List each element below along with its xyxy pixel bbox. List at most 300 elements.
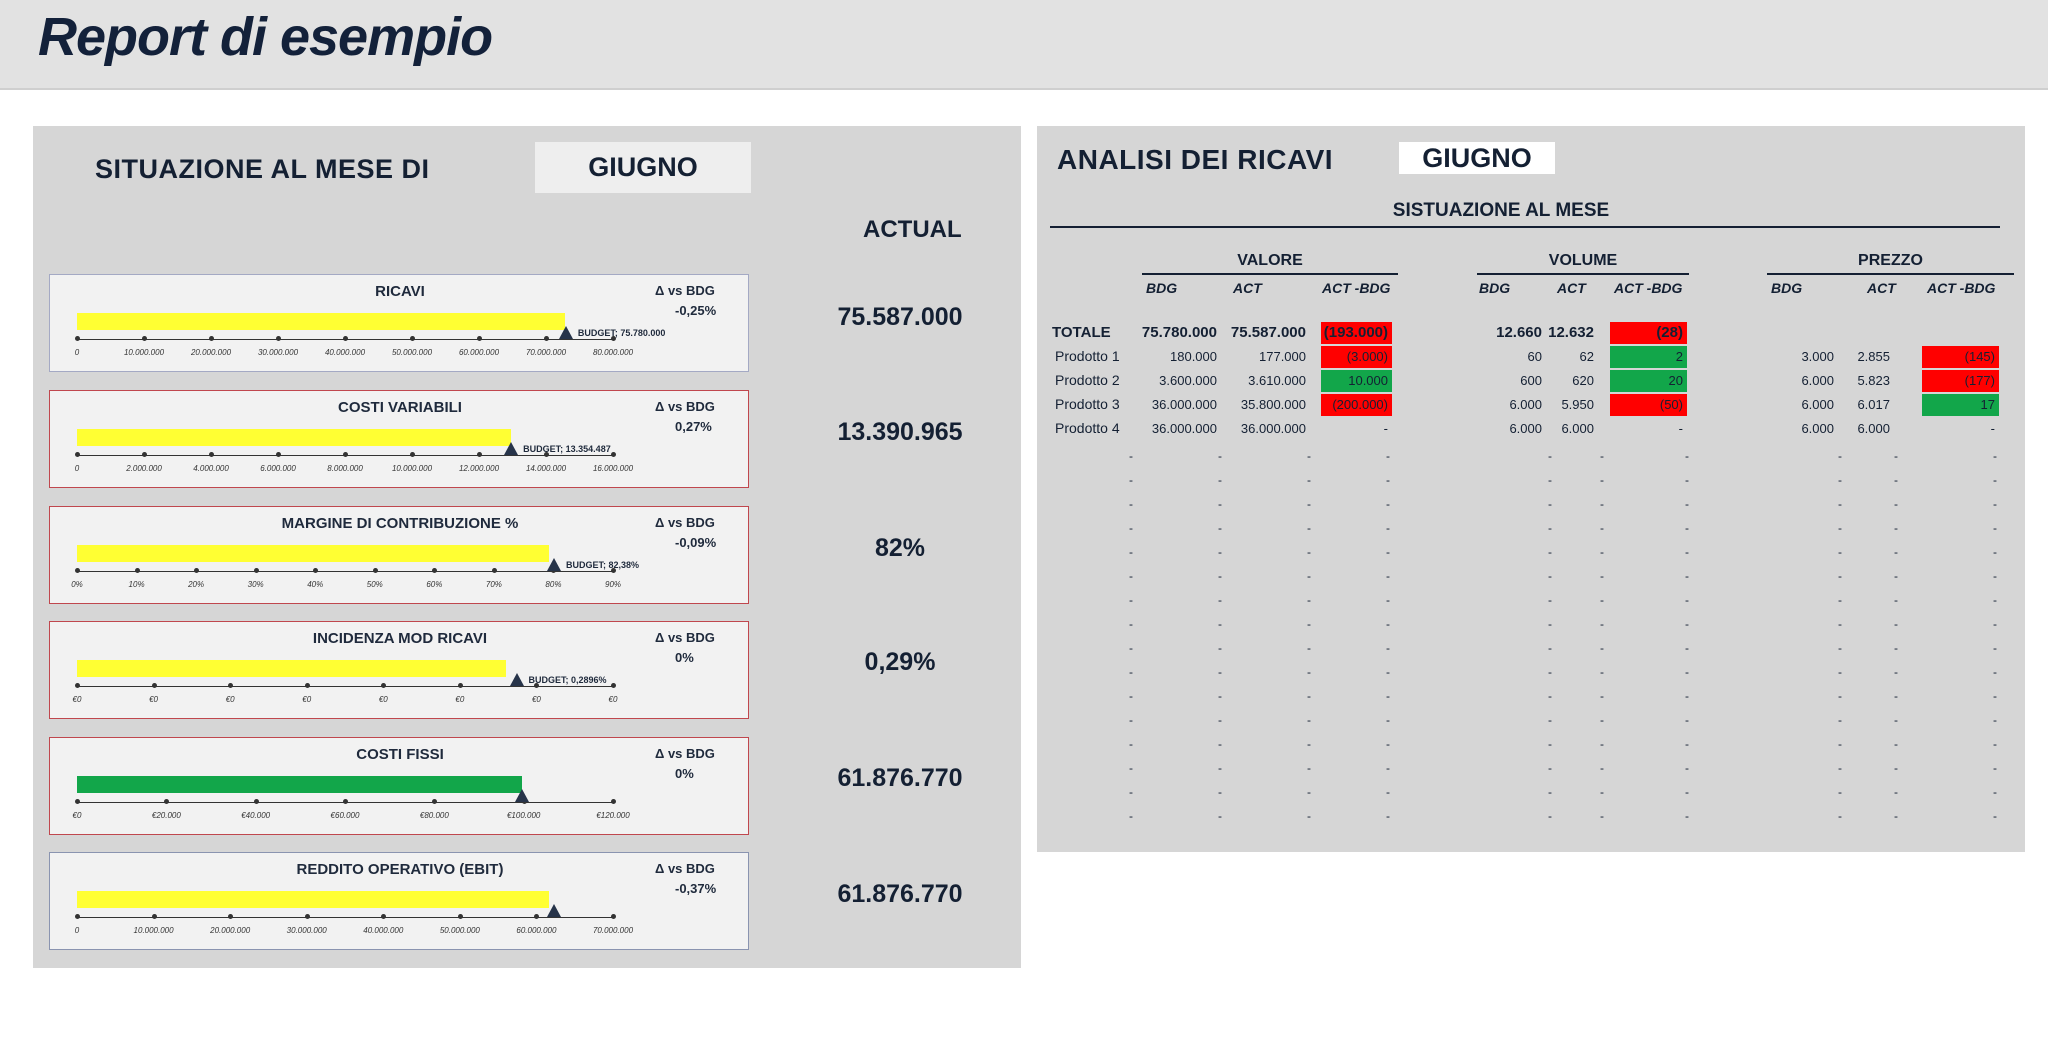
empty-cell: - <box>1993 521 1997 535</box>
tick-label: 12.000.000 <box>458 464 500 473</box>
tick-dot <box>458 683 463 688</box>
tick-label: €80.000 <box>419 811 449 820</box>
kpi-title: COSTI FISSI <box>356 746 444 763</box>
column-header: ACT <box>1867 280 1896 296</box>
group-underline <box>1477 273 1689 275</box>
situazione-label: SITUAZIONE AL MESE DI <box>95 154 430 184</box>
empty-cell: - <box>1218 617 1222 631</box>
budget-marker-icon <box>547 904 561 917</box>
analisi-subtitle: SISTUAZIONE AL MESE <box>1392 200 1610 221</box>
empty-cell: - <box>1894 761 1898 775</box>
empty-cell: - <box>1129 497 1133 511</box>
budget-marker-icon <box>547 558 561 571</box>
empty-cell: - <box>1894 521 1898 535</box>
empty-cell: - <box>1218 665 1222 679</box>
empty-cell: - <box>1307 521 1311 535</box>
empty-cell: - <box>1129 593 1133 607</box>
column-header: ACT -BDG <box>1322 280 1391 296</box>
empty-cell: - <box>1600 521 1604 535</box>
tick-dot <box>381 914 386 919</box>
tick-dot <box>343 799 348 804</box>
tick-label: €120.000 <box>596 811 630 820</box>
tick-dot <box>611 452 616 457</box>
empty-cell: - <box>1685 713 1689 727</box>
tick-label: €100.000 <box>506 811 541 820</box>
table-cell: 600 <box>1520 373 1542 388</box>
table-cell: 36.000.000 <box>1151 397 1217 412</box>
tick-dot <box>135 568 140 573</box>
empty-cell: - <box>1307 617 1311 631</box>
table-cell: 6.000 <box>1801 397 1834 412</box>
empty-cell: - <box>1993 761 1997 775</box>
empty-cell: - <box>1685 521 1689 535</box>
row-label: Prodotto 3 <box>1055 396 1120 412</box>
tick-dot <box>544 336 549 341</box>
row-label: TOTALE <box>1052 324 1111 341</box>
empty-cell: - <box>1307 761 1311 775</box>
tick-label: €0 <box>225 695 235 704</box>
empty-cell: - <box>1838 473 1842 487</box>
tick-label: 10.000.000 <box>391 464 433 473</box>
empty-cell: - <box>1307 737 1311 751</box>
tick-dot <box>373 568 378 573</box>
tick-label: €0 <box>608 695 618 704</box>
tick-label: €0 <box>72 811 82 820</box>
empty-cell: - <box>1386 641 1390 655</box>
table-cell: 62 <box>1579 349 1594 364</box>
table-cell: (193.000) <box>1321 322 1392 344</box>
tick-dot <box>152 914 157 919</box>
column-header: ACT <box>1557 280 1586 296</box>
empty-cell: - <box>1685 785 1689 799</box>
empty-cell: - <box>1600 713 1604 727</box>
empty-cell: - <box>1600 545 1604 559</box>
empty-cell: - <box>1600 641 1604 655</box>
empty-cell: - <box>1129 473 1133 487</box>
empty-cell: - <box>1548 497 1552 511</box>
axis-line <box>77 917 613 918</box>
empty-cell: - <box>1600 593 1604 607</box>
empty-cell: - <box>1894 617 1898 631</box>
empty-cell: - <box>1218 593 1222 607</box>
empty-cell: - <box>1600 569 1604 583</box>
empty-cell: - <box>1129 689 1133 703</box>
tick-dot <box>75 683 80 688</box>
empty-cell: - <box>1218 713 1222 727</box>
empty-cell: - <box>1685 473 1689 487</box>
empty-cell: - <box>1129 521 1133 535</box>
group-underline <box>1142 273 1398 275</box>
column-header: BDG <box>1771 280 1803 296</box>
tick-dot <box>381 683 386 688</box>
tick-label: 60.000.000 <box>458 348 500 357</box>
empty-cell: - <box>1307 473 1311 487</box>
tick-dot <box>410 336 415 341</box>
report-title: Report di esempio <box>38 7 493 67</box>
empty-cell: - <box>1894 497 1898 511</box>
empty-cell: - <box>1838 449 1842 463</box>
tick-label: 90% <box>604 580 622 589</box>
tick-label: 70.000.000 <box>525 348 567 357</box>
empty-cell: - <box>1894 689 1898 703</box>
delta-vs-bdg-label: Δ vs BDG <box>655 746 715 761</box>
empty-cell: - <box>1307 449 1311 463</box>
empty-cell: - <box>1993 785 1997 799</box>
tick-label: 0% <box>71 580 83 589</box>
empty-cell: - <box>1894 641 1898 655</box>
table-cell: 3.610.000 <box>1248 373 1306 388</box>
actual-bar <box>77 891 549 908</box>
table-cell: (28) <box>1610 322 1687 344</box>
table-cell: 5.823 <box>1857 373 1890 388</box>
report-header <box>0 0 2048 90</box>
empty-cell: - <box>1685 689 1689 703</box>
empty-cell: - <box>1894 713 1898 727</box>
tick-label: 40.000.000 <box>324 348 366 357</box>
empty-cell: - <box>1307 593 1311 607</box>
group-title-valore: VALORE <box>1237 252 1303 269</box>
empty-cell: - <box>1548 809 1552 823</box>
budget-marker-icon <box>510 673 524 686</box>
empty-cell: - <box>1894 449 1898 463</box>
empty-cell: - <box>1386 545 1390 559</box>
table-cell: 35.800.000 <box>1240 397 1306 412</box>
empty-cell: - <box>1218 569 1222 583</box>
column-header: ACT -BDG <box>1927 280 1996 296</box>
table-cell: (200.000) <box>1321 394 1392 416</box>
kpi-card <box>49 506 749 604</box>
situazione-panel <box>33 126 1021 968</box>
actual-header: ACTUAL <box>863 216 962 243</box>
empty-cell: - <box>1386 761 1390 775</box>
tick-dot <box>75 452 80 457</box>
table-cell: 17 <box>1922 394 1999 416</box>
empty-cell: - <box>1685 545 1689 559</box>
axis-line <box>77 686 613 687</box>
tick-dot <box>194 568 199 573</box>
empty-cell: - <box>1548 569 1552 583</box>
tick-label: 70.000.000 <box>592 926 634 935</box>
empty-cell: - <box>1894 737 1898 751</box>
empty-cell: - <box>1307 809 1311 823</box>
tick-dot <box>254 568 259 573</box>
empty-cell: - <box>1993 569 1997 583</box>
budget-marker-icon <box>515 789 529 802</box>
delta-vs-bdg-label: Δ vs BDG <box>655 861 715 876</box>
empty-cell: - <box>1307 785 1311 799</box>
table-cell: 36.000.000 <box>1240 421 1306 436</box>
tick-label: €0 <box>455 695 465 704</box>
empty-cell: - <box>1129 569 1133 583</box>
table-cell: 6.000 <box>1801 421 1834 436</box>
tick-label: €0 <box>302 695 312 704</box>
subtitle-divider <box>1050 226 2000 228</box>
tick-dot <box>75 568 80 573</box>
table-cell: 10.000 <box>1321 370 1392 392</box>
empty-cell: - <box>1218 785 1222 799</box>
tick-label: 30% <box>247 580 264 589</box>
kpi-card <box>49 852 749 950</box>
empty-cell: - <box>1685 593 1689 607</box>
table-cell: 6.017 <box>1857 397 1890 412</box>
empty-cell: - <box>1307 689 1311 703</box>
empty-cell: - <box>1600 809 1604 823</box>
tick-dot <box>276 452 281 457</box>
tick-dot <box>313 568 318 573</box>
empty-cell: - <box>1218 737 1222 751</box>
table-cell: 3.000 <box>1801 349 1834 364</box>
tick-dot <box>142 452 147 457</box>
empty-cell: - <box>1993 665 1997 679</box>
empty-cell: - <box>1218 641 1222 655</box>
actual-bar <box>77 776 522 793</box>
tick-dot <box>343 452 348 457</box>
budget-label: BUDGET; 0,2896% <box>528 675 607 685</box>
tick-dot <box>534 914 539 919</box>
empty-cell: - <box>1600 665 1604 679</box>
budget-label: BUDGET; 13.354.487 <box>523 444 611 454</box>
table-cell: 75.587.000 <box>1230 324 1306 341</box>
delta-value: 0% <box>675 766 694 781</box>
tick-dot <box>305 683 310 688</box>
tick-label: 4.000.000 <box>193 464 229 473</box>
empty-cell: - <box>1307 545 1311 559</box>
table-cell: 75.780.000 <box>1141 324 1217 341</box>
actual-bar <box>77 660 506 677</box>
empty-cell: - <box>1129 737 1133 751</box>
empty-cell: - <box>1600 449 1604 463</box>
kpi-title: MARGINE DI CONTRIBUZIONE % <box>281 515 519 532</box>
empty-cell: - <box>1894 569 1898 583</box>
column-header: ACT -BDG <box>1614 280 1683 296</box>
tick-dot <box>152 683 157 688</box>
tick-dot <box>254 799 259 804</box>
delta-value: 0,27% <box>675 419 712 434</box>
tick-label: 20% <box>188 580 205 589</box>
tick-label: €40.000 <box>241 811 271 820</box>
tick-label: €20.000 <box>151 811 181 820</box>
tick-label: €60.000 <box>330 811 360 820</box>
tick-label: 6.000.000 <box>260 464 296 473</box>
empty-cell: - <box>1993 449 1997 463</box>
delta-vs-bdg-label: Δ vs BDG <box>655 399 715 414</box>
empty-cell: - <box>1600 617 1604 631</box>
empty-cell: - <box>1685 569 1689 583</box>
tick-label: 0 <box>74 464 80 473</box>
tick-dot <box>75 914 80 919</box>
empty-cell: - <box>1386 737 1390 751</box>
tick-dot <box>458 914 463 919</box>
table-cell: 6.000 <box>1561 421 1594 436</box>
delta-value: 0% <box>675 650 694 665</box>
table-cell: 3.600.000 <box>1159 373 1217 388</box>
empty-cell: - <box>1307 665 1311 679</box>
tick-dot <box>611 914 616 919</box>
tick-dot <box>432 568 437 573</box>
empty-cell: - <box>1600 761 1604 775</box>
group-title-volume: VOLUME <box>1548 252 1618 269</box>
table-cell: 6.000 <box>1509 421 1542 436</box>
budget-marker-icon <box>559 326 573 339</box>
table-cell: 180.000 <box>1170 349 1217 364</box>
month-selector[interactable]: GIUGNO <box>535 142 751 193</box>
empty-cell: - <box>1600 737 1604 751</box>
tick-label: 10.000.000 <box>133 926 174 935</box>
tick-label: €0 <box>531 695 541 704</box>
table-cell: 36.000.000 <box>1151 421 1217 436</box>
tick-label: 30.000.000 <box>257 348 299 357</box>
empty-cell: - <box>1838 809 1842 823</box>
empty-cell: - <box>1685 665 1689 679</box>
actual-bar <box>77 313 565 330</box>
tick-dot <box>228 683 233 688</box>
table-cell: - <box>1990 421 1995 436</box>
tick-dot <box>75 799 80 804</box>
empty-cell: - <box>1307 713 1311 727</box>
tick-dot <box>611 683 616 688</box>
analisi-panel <box>1037 126 2025 852</box>
table-cell: (50) <box>1610 394 1687 416</box>
kpi-card <box>49 274 749 372</box>
empty-cell: - <box>1894 785 1898 799</box>
delta-vs-bdg-label: Δ vs BDG <box>655 283 715 298</box>
table-cell: 620 <box>1572 373 1594 388</box>
empty-cell: - <box>1894 545 1898 559</box>
budget-marker-icon <box>504 442 518 455</box>
tick-dot <box>276 336 281 341</box>
delta-value: -0,37% <box>675 881 717 896</box>
empty-cell: - <box>1129 809 1133 823</box>
tick-label: 40% <box>307 580 324 589</box>
tick-dot <box>432 799 437 804</box>
kpi-title: RICAVI <box>375 283 425 300</box>
table-cell: 2 <box>1610 346 1687 368</box>
tick-dot <box>611 799 616 804</box>
empty-cell: - <box>1129 545 1133 559</box>
empty-cell: - <box>1600 497 1604 511</box>
empty-cell: - <box>1129 761 1133 775</box>
empty-cell: - <box>1838 713 1842 727</box>
tick-label: €0 <box>378 695 388 704</box>
empty-cell: - <box>1993 713 1997 727</box>
empty-cell: - <box>1386 785 1390 799</box>
empty-cell: - <box>1386 689 1390 703</box>
actual-bar <box>77 545 549 562</box>
tick-dot <box>305 914 310 919</box>
empty-cell: - <box>1685 641 1689 655</box>
delta-value: -0,25% <box>675 303 717 318</box>
empty-cell: - <box>1386 809 1390 823</box>
empty-cell: - <box>1218 473 1222 487</box>
tick-dot <box>209 336 214 341</box>
actual-value: 13.390.965 <box>837 418 963 446</box>
table-cell: 6.000 <box>1801 373 1834 388</box>
empty-cell: - <box>1685 761 1689 775</box>
analisi-month-selector[interactable]: GIUGNO <box>1399 142 1555 174</box>
table-cell: 20 <box>1610 370 1687 392</box>
empty-cell: - <box>1548 665 1552 679</box>
empty-cell: - <box>1548 761 1552 775</box>
table-cell: 5.950 <box>1561 397 1594 412</box>
kpi-title: INCIDENZA MOD RICAVI <box>312 630 488 647</box>
table-cell: 177.000 <box>1259 349 1306 364</box>
tick-dot <box>477 452 482 457</box>
tick-label: 50.000.000 <box>439 926 480 935</box>
empty-cell: - <box>1685 449 1689 463</box>
tick-label: 10% <box>128 580 145 589</box>
tick-label: 50.000.000 <box>391 348 433 357</box>
tick-dot <box>492 568 497 573</box>
empty-cell: - <box>1838 521 1842 535</box>
empty-cell: - <box>1218 761 1222 775</box>
empty-cell: - <box>1838 737 1842 751</box>
empty-cell: - <box>1386 473 1390 487</box>
empty-cell: - <box>1600 689 1604 703</box>
table-cell: - <box>1678 421 1683 436</box>
kpi-title: COSTI VARIABILI <box>338 399 462 416</box>
empty-cell: - <box>1386 521 1390 535</box>
empty-cell: - <box>1838 545 1842 559</box>
empty-cell: - <box>1838 641 1842 655</box>
empty-cell: - <box>1600 473 1604 487</box>
empty-cell: - <box>1993 689 1997 703</box>
empty-cell: - <box>1894 473 1898 487</box>
empty-cell: - <box>1548 689 1552 703</box>
table-cell: (145) <box>1922 346 1999 368</box>
empty-cell: - <box>1218 545 1222 559</box>
tick-label: 30.000.000 <box>286 926 327 935</box>
column-header: ACT <box>1233 280 1262 296</box>
table-cell: - <box>1383 421 1388 436</box>
empty-cell: - <box>1386 593 1390 607</box>
empty-cell: - <box>1838 569 1842 583</box>
actual-value: 82% <box>874 534 926 562</box>
actual-bar <box>77 429 511 446</box>
empty-cell: - <box>1386 449 1390 463</box>
tick-dot <box>343 336 348 341</box>
empty-cell: - <box>1548 617 1552 631</box>
empty-cell: - <box>1993 737 1997 751</box>
tick-label: 2.000.000 <box>126 464 162 473</box>
empty-cell: - <box>1129 785 1133 799</box>
empty-cell: - <box>1548 785 1552 799</box>
table-cell: 12.632 <box>1548 324 1594 341</box>
empty-cell: - <box>1894 665 1898 679</box>
tick-dot <box>75 336 80 341</box>
empty-cell: - <box>1386 569 1390 583</box>
delta-value: -0,09% <box>675 535 717 550</box>
empty-cell: - <box>1838 497 1842 511</box>
actual-value: 0,29% <box>864 648 936 676</box>
row-label: Prodotto 1 <box>1055 348 1120 364</box>
empty-cell: - <box>1548 737 1552 751</box>
empty-cell: - <box>1838 593 1842 607</box>
tick-dot <box>164 799 169 804</box>
empty-cell: - <box>1548 713 1552 727</box>
table-cell: (3.000) <box>1321 346 1392 368</box>
empty-cell: - <box>1307 641 1311 655</box>
empty-cell: - <box>1548 449 1552 463</box>
empty-cell: - <box>1894 809 1898 823</box>
empty-cell: - <box>1894 593 1898 607</box>
empty-cell: - <box>1386 713 1390 727</box>
empty-cell: - <box>1548 593 1552 607</box>
tick-label: 50% <box>366 580 383 589</box>
empty-cell: - <box>1548 521 1552 535</box>
tick-label: 70% <box>485 580 502 589</box>
empty-cell: - <box>1386 617 1390 631</box>
tick-label: 8.000.000 <box>327 464 363 473</box>
